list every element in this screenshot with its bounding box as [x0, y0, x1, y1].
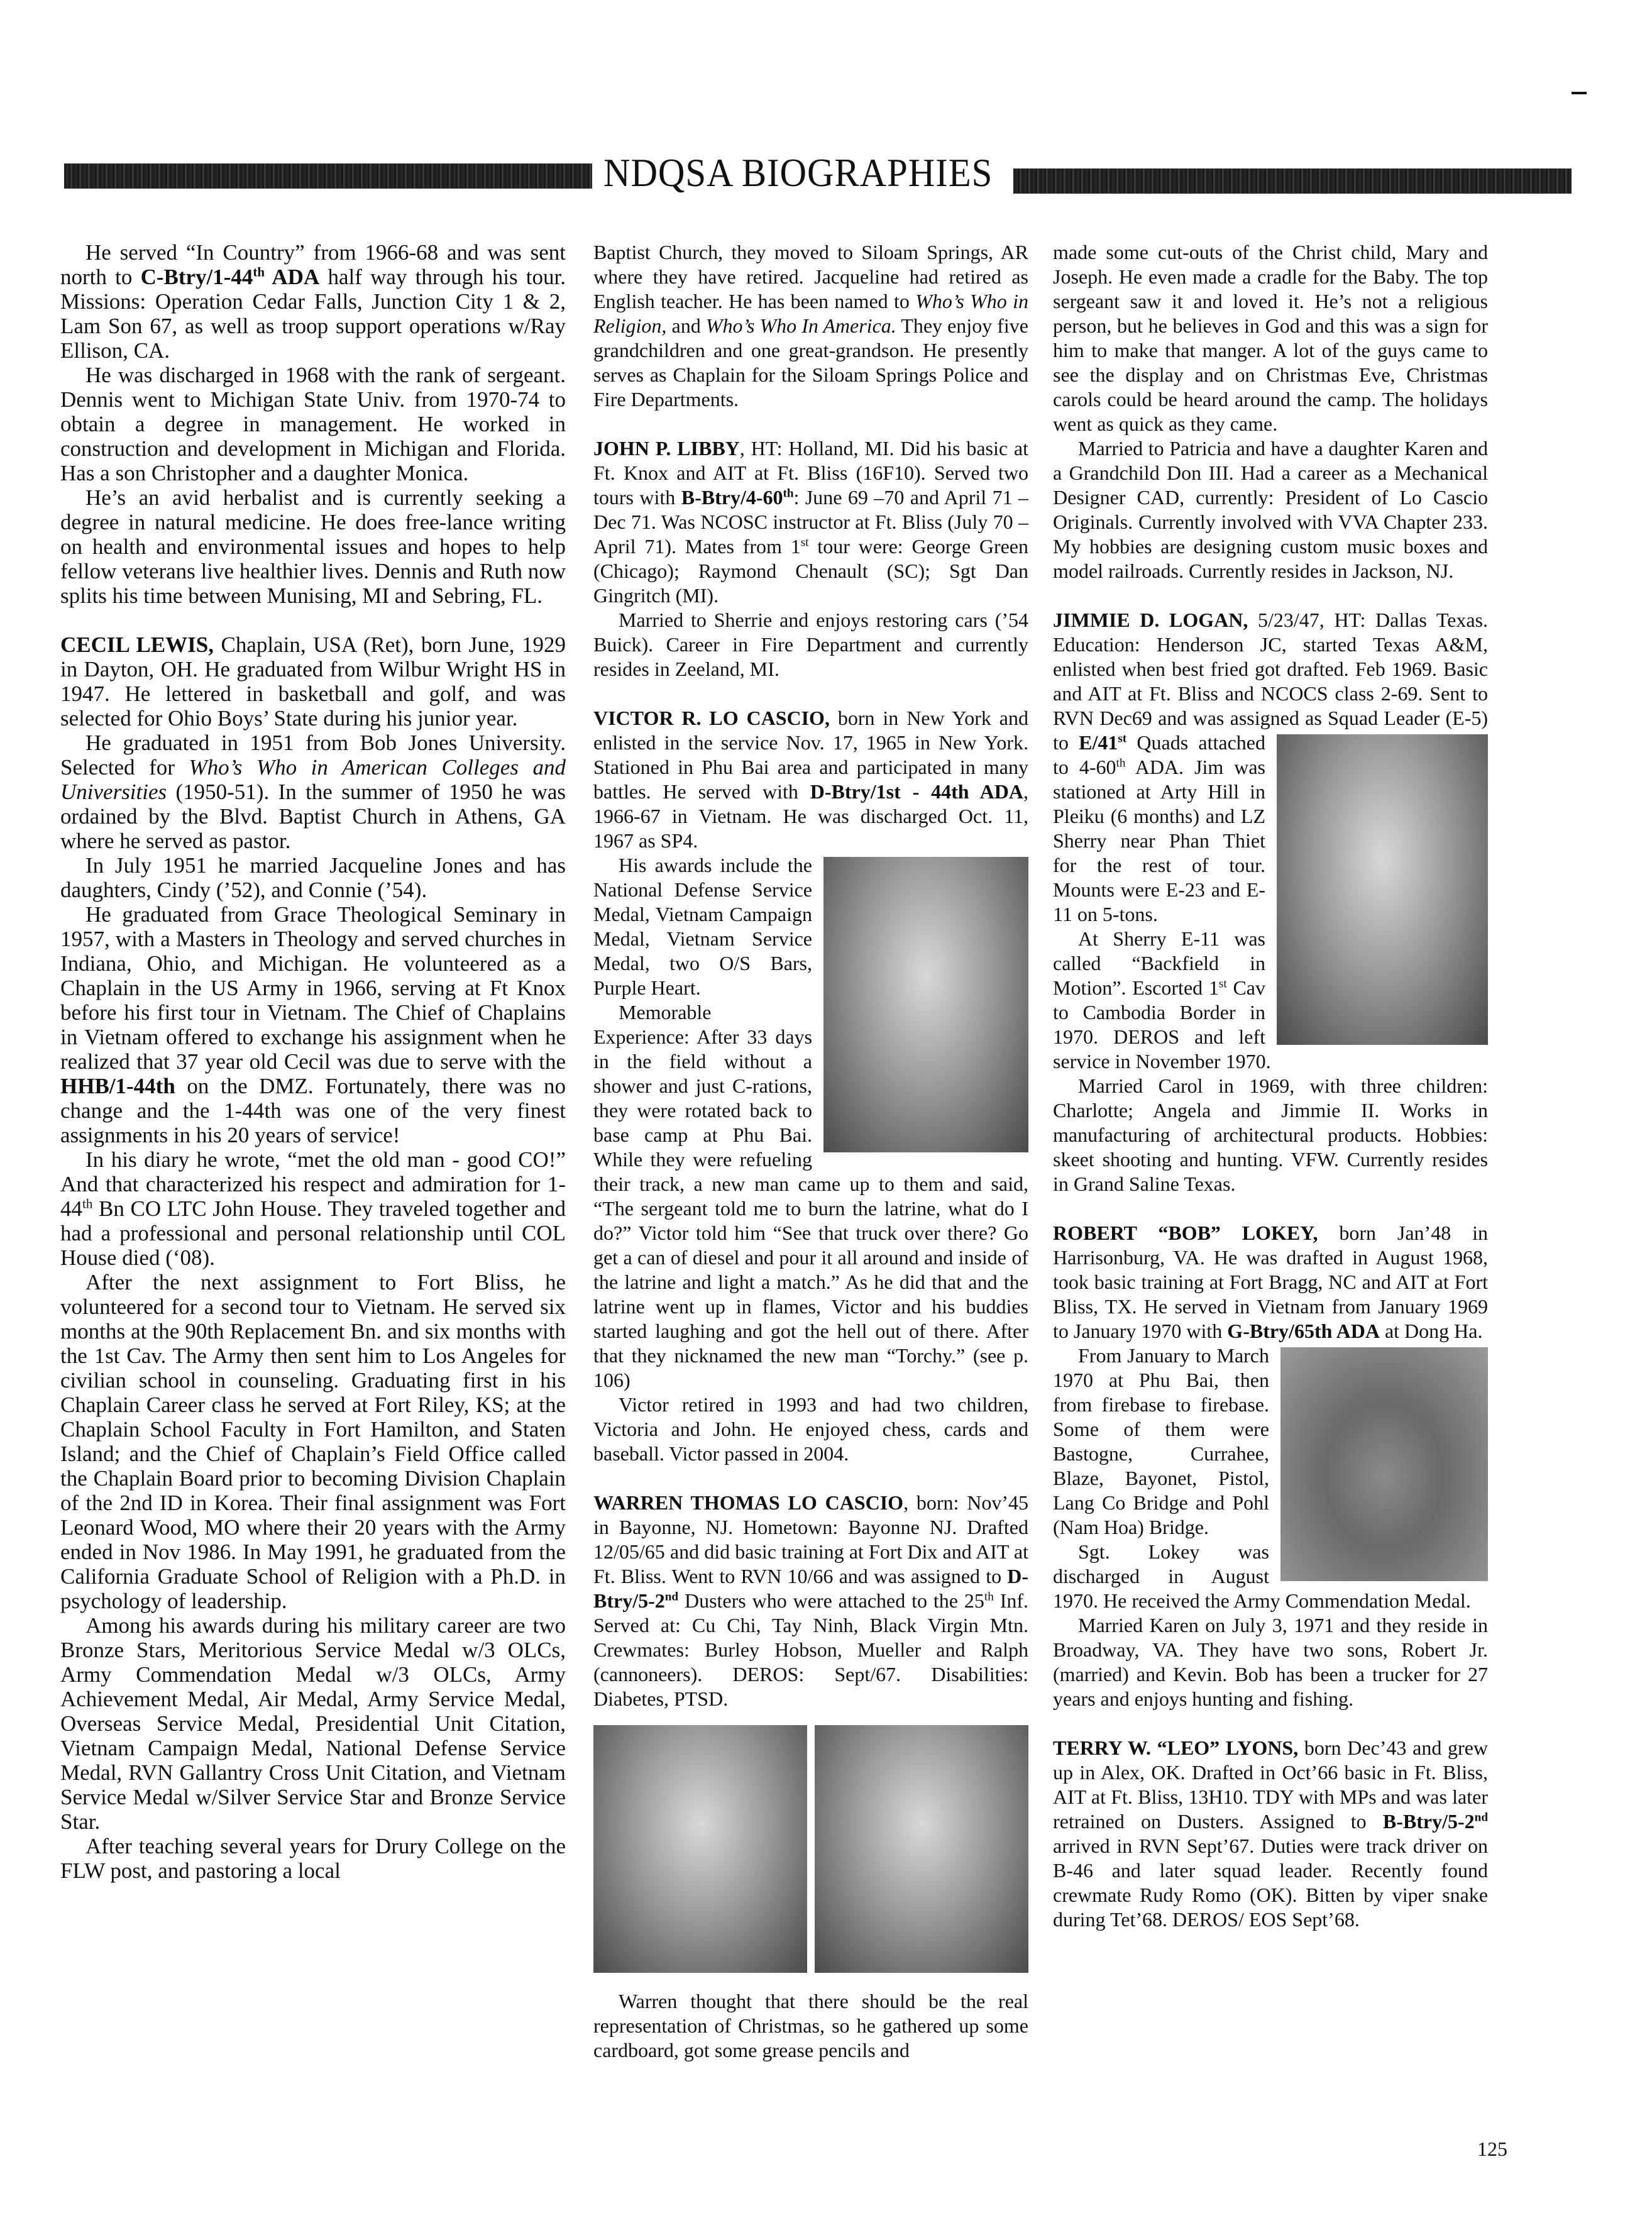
superscript: th	[984, 1590, 994, 1604]
paragraph	[60, 240, 566, 363]
text-run: on the DMZ. Fortunately, there was no change and the 1-44th was one of the very finest assignments in his 20 years of service!	[60, 1074, 566, 1147]
text-run: Married Carol in 1969, with three children: Charlotte; Angela and Jimmie II. Works in manufacturing of architectural products. Hobbies: skeet shooting and hunting. VFW. Currently resides in Grand Saline Texas.	[1053, 1074, 1488, 1195]
paragraph	[60, 363, 566, 485]
bio-entry	[1053, 1221, 1488, 1343]
paragraph	[1053, 436, 1488, 583]
text-run: ADA. Jim was stationed at Arty Hill in Pleiku (6 months) and LZ Sherry near Phan Thiet for the rest of tour. Mounts were E-23 and E-11 on 5-tons.	[1053, 756, 1266, 925]
paragraph	[593, 1989, 1028, 2063]
column-2	[593, 240, 1028, 2063]
text-run: In July 1951 he married Jacqueline Jones and has daughters, Cindy (’52), and Connie (’54).	[60, 853, 566, 902]
paragraph	[1053, 1074, 1488, 1196]
superscript: st	[800, 536, 809, 549]
column-1	[60, 240, 566, 1883]
text-run: Warren thought that there should be the real representation of Christmas, so he gathered up some cardboard, got some grease pencils and	[593, 1990, 1028, 2061]
superscript: nd	[1474, 1811, 1488, 1824]
robert-lokey-photo	[1280, 1347, 1488, 1581]
text-run: arrived in RVN Sept’67. Duties were track driver on B-46 and later squad leader. Recently found crewmate Rudy Romo (OK). Bitten by viper snake during Tet’68. DEROS/ EOS Sept’68.	[1053, 1835, 1488, 1931]
text-run: In his diary he wrote, “met the old man - good CO!” And that characterized his respect and admiration for 1-44	[60, 1147, 566, 1221]
bio-entry	[593, 1491, 1028, 1711]
text-run: , born: Nov’45 in Bayonne, NJ. Hometown: Bayonne NJ. Drafted 12/05/65 and did basic training at Fort Dix and AIT at Ft. Bliss. Went to RVN 10/66 and was assigned to	[593, 1491, 1029, 1587]
text-run: , 1966-67 in Vietnam. He was discharged Oct. 11, 1967 as SP4.	[593, 780, 1029, 852]
paragraph	[1053, 1343, 1488, 1540]
text-run: made some cut-outs of the Christ child, Mary and Joseph. He even made a cradle for the Baby. The top sergeant saw it and loved it. He’s not a religious person, but he believes in God and this was a sign for him to make that manger. A lot of the guys came to see the display and on Christmas Eve, Christmas carols could be heard around the camp. The holidays went as quick as they came.	[1053, 241, 1488, 435]
jimmie-logan-photo	[1277, 734, 1488, 1045]
text-run: After the next assignment to Fort Bliss, he volunteered for a second tour to Vietnam. He served six months at the 90th Replacement Bn. and six months with the 1st Cav. The Army then sent him to Los Angeles for civilian school in counseling. Graduating first in his Chaplain Career class he served at Fort Riley, KS; at the Chaplain School Faculty in Fort Hamilton, and Staten Island; and the Chief of Chaplain’s Field Office called the Chaplain Board prior to becoming Division Chaplain of the 2nd ID in Korea. Their final assignment was Fort Leonard Wood, MO where their 20 years with the Army ended in Nov 1986. In May 1991, he graduated from the California Graduate School of Religion with a Ph.D. in psychology of leadership.	[60, 1270, 566, 1613]
bold-text: CECIL LEWIS,	[60, 632, 214, 657]
bio-entry	[1053, 608, 1488, 927]
superscript: st	[1118, 732, 1127, 746]
superscript: st	[1218, 977, 1227, 991]
superscript: th	[783, 487, 794, 500]
text-run: Victor retired in 1993 and had two children, Victoria and John. He enjoyed chess, cards and baseball. Victor passed in 2004.	[593, 1393, 1028, 1465]
text-run: at Dong Ha.	[1379, 1320, 1483, 1342]
bold-text: D-Btry/5-2	[593, 1565, 1028, 1612]
paragraph	[593, 240, 1028, 412]
text-run: Married to Sherrie and enjoys restoring cars (’54 Buick). Career in Fire Department and currently resides in Zeeland, MI.	[593, 609, 1028, 680]
text-run: , HT: Holland, MI. Did his basic at Ft. Knox and AIT at Ft. Bliss (16F10). Served two tours with	[593, 437, 1029, 509]
bold-text: TERRY W. “LEO” LYONS,	[1053, 1736, 1299, 1759]
text-run: 5/23/47, HT: Dallas Texas. Education: Henderson JC, started Texas A&M, enlisted when best fried got drafted. Feb 1969. Basic and AIT at Ft. Bliss and NCOCS class 2-69. Sent to RVN Dec69 and was assigned	[1053, 609, 1489, 729]
text-run: He graduated from Grace Theological Seminary in 1957, with a Masters in Theology and served churches in Indiana, Ohio, and Michigan. He volunteered as a Chaplain in the US Army in 1966, serving at Ft Knox before his first tour in Vietnam. The Chief of Chaplains in Vietnam offered to exchange his assignment when he realized that 37 year old Cecil was due to serve with the	[60, 902, 566, 1074]
text-run: Quads attached to 4-60	[1053, 731, 1265, 778]
text-run: Married Karen on July 3, 1971 and they reside in Broadway, VA. They have two sons, Robert Jr. (married) and Kevin. Bob has been a trucker for 27 years and enjoys hunting and fishing.	[1053, 1614, 1488, 1710]
bio-entry	[593, 436, 1028, 608]
bold-text: D-Btry/1st - 44th ADA	[810, 780, 1024, 803]
text-run: After teaching several years for Drury College on the FLW post, and pastoring a local	[60, 1834, 566, 1883]
warren-lo-cascio-recent-photo	[815, 1725, 1028, 1973]
page-number: 125	[1477, 2138, 1507, 2160]
bold-text: G-Btry/65th ADA	[1227, 1320, 1380, 1342]
page-title: NDQSA BIOGRAPHIES	[603, 150, 993, 195]
text-run: half way through his tour. Missions: Operation Cedar Falls, Junction City 1 & 2, Lam Son 67, as well as troop support operations w/Ray Ellison, CA.	[60, 265, 566, 363]
bold-text: HHB/1-44th	[60, 1074, 175, 1098]
text-run: Sgt. Lokey was discharged in August 1970. He received the Army Commendation Medal.	[1053, 1540, 1471, 1612]
bold-text: JIMMIE D. LOGAN,	[1053, 609, 1248, 631]
text-run: (1950-51). In the summer of 1950 he was ordained by the Blvd. Baptist Church in Athens, GA where he served as pastor.	[60, 780, 566, 853]
text-run: born Jan’48 in Harrisonburg, VA. He was drafted in August 1968, took basic training at Fort Bragg, NC and AIT at Fort Bliss, TX. He served in Vietnam from January 1969 to January 1970 with	[1053, 1222, 1489, 1342]
superscript: th	[82, 1196, 93, 1211]
paragraph	[60, 1834, 566, 1883]
paragraph	[1053, 240, 1488, 436]
bold-text: VICTOR R. LO CASCIO,	[593, 707, 830, 729]
superscript: th	[253, 264, 265, 280]
text-run: Dusters who were attached to the 25	[678, 1589, 984, 1612]
text-run: Memorable Experience: After 33 days in the field without a shower and just C-rations, they were rotated back to base camp at Phu Bai. While they were refueling their track, a new man came up to them and said, “The sergeant told me to burn the latrine, what do I do?” Victor told him “See that truck over there? Go get a can of diesel and pour it all around and inside of the latrine and light a match.” As he did that and the latrine went up in flames, Victor and his buddies started laughing and got the hell out of there. After that they nicknamed the new man “Torchy.” (see p. 106)	[593, 1001, 1028, 1391]
bio-entry	[60, 632, 566, 731]
text-run: From January to March 1970 at Phu Bai, then from firebase to firebase. Some of them were Bastogne, Currahee, Blaze, Bayonet, Pistol, Lang Co Bridge and Pohl (Nam Hoa) Bridge.	[1053, 1344, 1269, 1538]
italic-text: Who’s Who in American Colleges and Universities	[60, 755, 566, 804]
superscript: nd	[664, 1590, 679, 1604]
text-run: Among his awards during his military career are two Bronze Stars, Meritorious Service Medal w/3 OLCs, Army Commendation Medal w/3 OLCs, Army Achievement Medal, Air Medal, Army Service Medal, Overseas Service Medal, Presidential Unit Citation, Vietnam Campaign Medal, National Defense Service Medal, RVN Gallantry Cross Unit Citation, and Vietnam Service Medal w/Silver Service Star and Bronze Service Star.	[60, 1613, 566, 1834]
text-run: Bn CO LTC John House. They traveled together and had a professional and personal relationship until COL House died (‘08).	[60, 1196, 566, 1270]
photo-pair	[593, 1725, 1028, 1973]
text-run: He was discharged in 1968 with the rank of sergeant. Dennis went to Michigan State Univ. from 1970-74 to obtain a degree in management. He worked in construction and development in Michigan and Florida. Has a son Christopher and a daughter Monica.	[60, 363, 566, 485]
margin-mark	[1572, 92, 1587, 94]
text-run: He graduated in 1951 from Bob Jones University. Selected for	[60, 731, 566, 780]
paragraph	[60, 1147, 566, 1270]
text-run: as Squad Leader (E-5) to	[1053, 707, 1489, 754]
paragraph	[60, 1270, 566, 1613]
paragraph	[60, 853, 566, 902]
bold-text: C-Btry/1-44	[140, 265, 253, 289]
text-run: Inf. Served at: Cu Chi, Tay Ninh, Black Virgin Mtn. Crewmates: Burley Hobson, Mueller and Ralph (cannoneers). DEROS: Sept/67. Disabilities: Diabetes, PTSD.	[593, 1589, 1029, 1710]
bold-text: JOHN P. LIBBY	[593, 437, 740, 460]
text-run: tour were: George Green (Chicago); Raymond Chenault (SC); Sgt Dan Gingritch (MI).	[593, 535, 1029, 607]
bold-text: B-Btry/4-60	[681, 486, 783, 509]
text-run: and	[666, 314, 706, 337]
text-run: His awards include the National Defense Service Medal, Vietnam Campaign Medal, Vietnam Service Medal, two O/S Bars, Purple Heart.	[593, 854, 812, 999]
bold-text: E/41	[1079, 731, 1118, 754]
italic-text: Who’s Who In America.	[705, 314, 896, 337]
text-run: He served “In Country” from 1966-68 and was sent north to	[60, 240, 566, 289]
text-run: Cav to Cambodia Border in 1970. DEROS and left service in November 1970.	[1053, 976, 1271, 1073]
paragraph	[1053, 1613, 1488, 1711]
paragraph	[60, 902, 566, 1147]
text-run: They enjoy five grandchildren and one great-grandson. He presently serves as Chaplain for the Siloam Springs Police and Fire Departments.	[593, 314, 1029, 411]
text-run: At Sherry E-11 was called “Backfield in Motion”. Escorted 1	[1053, 927, 1265, 999]
paragraph	[60, 731, 566, 853]
header-bar-left	[64, 163, 592, 189]
bold-text: WARREN THOMAS LO CASCIO	[593, 1491, 904, 1514]
text-run: Chaplain, USA (Ret), born June, 1929 in Dayton, OH. He graduated from Wilbur Wright HS in 1947. He lettered in basketball and golf, and was selected for Ohio Boys’ State during his junior year.	[60, 632, 566, 731]
bold-text: ROBERT “BOB” LOKEY,	[1053, 1222, 1318, 1244]
bold-text: ADA	[265, 265, 320, 289]
column-3	[1053, 240, 1488, 1932]
text-run: He’s an avid herbalist and is currently seeking a degree in natural medicine. He does free-lance writing on health and environmental issues and hopes to help fellow veterans live healthier lives. Dennis and Ruth now splits his time between Munising, MI and Sebring, FL.	[60, 485, 566, 608]
text-run: born Dec’43 and grew up in Alex, OK. Drafted in Oct’66 basic in Ft. Bliss, AIT at Ft. Bliss, 13H10. TDY with MPs and was later retrained on Dusters. Assigned to	[1053, 1736, 1488, 1833]
bio-entry	[1053, 1736, 1488, 1932]
text-run: born in New York and enlisted in the service Nov. 17, 1965 in New York. Stationed in Phu Bai area and participated in many battles. He served with	[593, 707, 1029, 803]
paragraph	[593, 608, 1028, 681]
paragraph	[60, 1613, 566, 1834]
superscript: th	[1116, 756, 1126, 770]
text-run: Baptist Church, they moved to Siloam Springs, AR where they have retired. Jacqueline had retired as English teacher. He has been named to	[593, 241, 1028, 312]
bold-text: B-Btry/5-2	[1382, 1810, 1475, 1833]
text-run: Married to Patricia and have a daughter Karen and a Grandchild Don III. Had a career as a Mechanical Designer CAD, currently: President of Lo Cascio Originals. Currently involved with VVA Chapter 233. My hobbies are designing custom music boxes and model railroads. Currently resides in Jackson, NJ.	[1053, 437, 1488, 582]
paragraph	[593, 853, 1028, 1000]
bio-entry	[593, 706, 1028, 853]
italic-text: Who’s Who in Religion,	[593, 290, 1029, 337]
text-run: : June 69 –70 and April 71 –Dec 71. Was NCOSC instructor at Ft. Bliss (July 70 – April 71). Mates from 1	[593, 486, 1029, 558]
paragraph	[60, 485, 566, 608]
victor-lo-cascio-photo	[823, 857, 1028, 1152]
paragraph	[593, 1393, 1028, 1466]
warren-lo-cascio-young-photo	[593, 1725, 807, 1973]
header-bar-right	[1013, 168, 1572, 194]
